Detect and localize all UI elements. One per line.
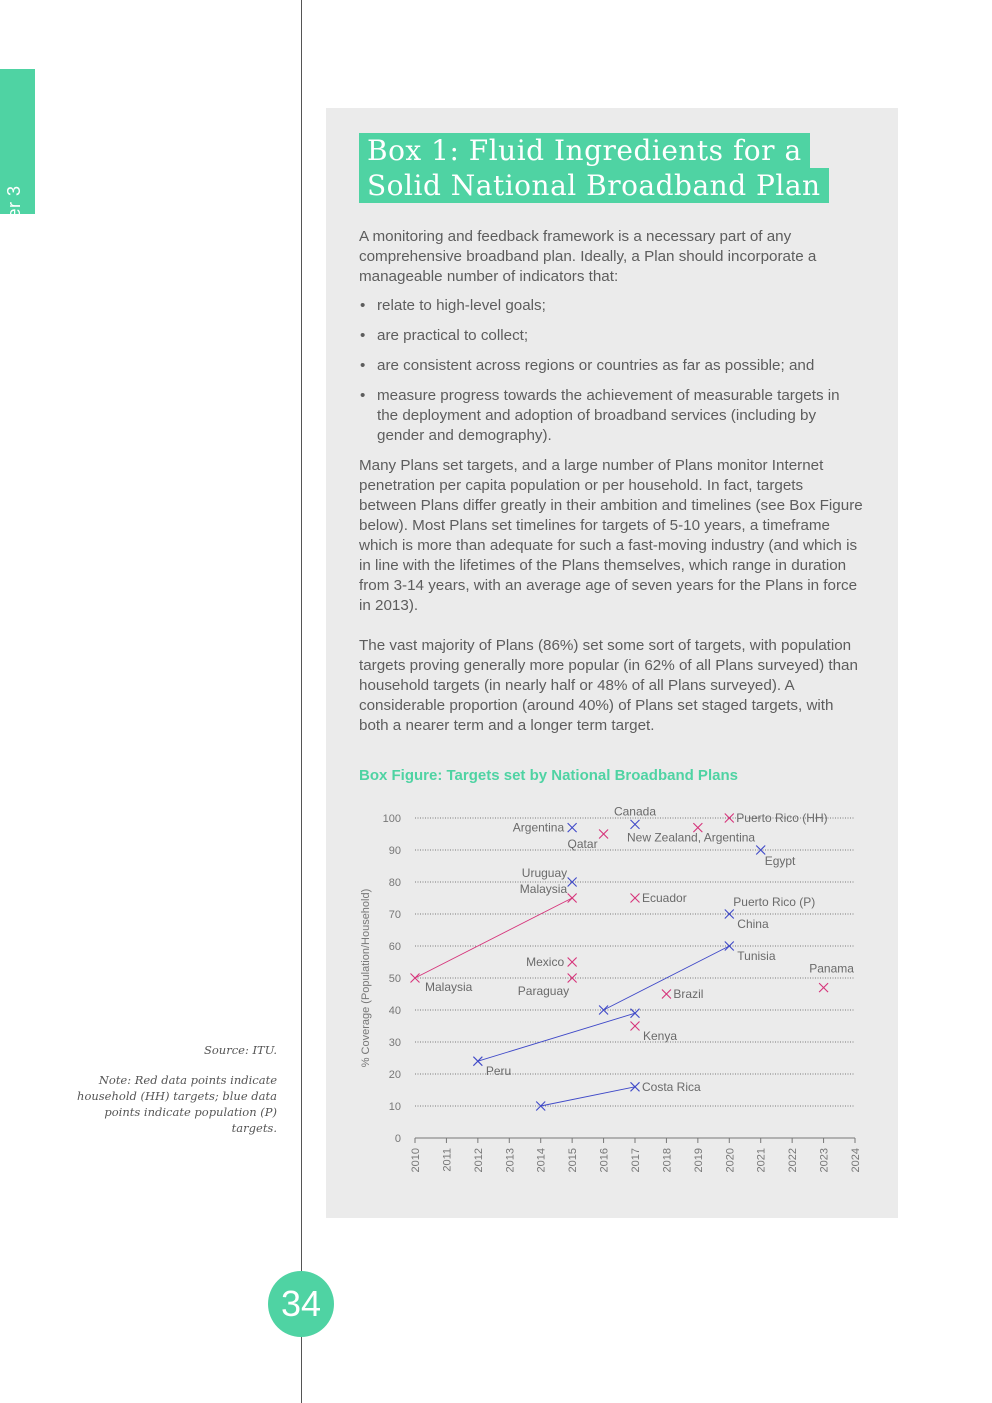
box-title-line1: Box 1: Fluid Ingredients for a — [359, 133, 810, 168]
color-note: Note: Red data points indicate household (HH) targets; blue data points indicate population (P) targets. — [77, 1073, 277, 1135]
series-line — [478, 1013, 635, 1061]
data-point — [631, 1082, 640, 1091]
data-point — [725, 814, 734, 823]
data-label: Malaysia — [425, 980, 473, 994]
x-tick-label: 2011 — [441, 1148, 454, 1172]
x-tick-label: 2021 — [755, 1148, 768, 1173]
data-label: China — [737, 917, 769, 931]
series-line — [541, 1087, 635, 1106]
data-label: Costa Rica — [642, 1079, 701, 1094]
data-point — [819, 983, 828, 992]
x-tick-label: 2019 — [692, 1148, 705, 1173]
data-label: Canada — [613, 804, 657, 819]
y-tick-label: 20 — [388, 1069, 401, 1081]
data-label: Puerto Rico (HH) — [736, 811, 828, 825]
x-tick-label: 2024 — [850, 1148, 862, 1173]
data-label: Paraguay — [517, 984, 570, 998]
data-label: Mexico — [526, 955, 565, 969]
x-tick-label: 2012 — [472, 1148, 485, 1173]
list-item: • are practical to collect; — [359, 326, 864, 346]
targets-chart — [355, 800, 870, 1185]
y-tick-label: 70 — [388, 909, 401, 921]
chapter-label: Chapter 3 — [4, 185, 24, 269]
list-item: • relate to high-level goals; — [359, 296, 864, 316]
y-tick-label: 90 — [388, 845, 401, 857]
list-item: • measure progress towards the achievement of measurable targets in the deployment and adoption of broadband services (including by gender and demography). — [359, 386, 864, 446]
y-tick-label: 100 — [382, 813, 401, 825]
data-point — [631, 1022, 640, 1031]
source-note: Source: ITU. — [204, 1043, 277, 1057]
x-tick-label: 2023 — [818, 1148, 831, 1173]
data-label: Uruguay — [521, 866, 568, 880]
data-point — [473, 1057, 482, 1066]
data-point — [725, 910, 734, 919]
data-label: Egypt — [764, 854, 796, 868]
x-tick-label: 2018 — [661, 1148, 674, 1173]
data-point — [725, 942, 734, 951]
data-label: Ecuador — [642, 891, 687, 905]
data-label: Brazil — [673, 987, 704, 1001]
data-label: Panama — [809, 961, 854, 976]
y-tick-label: 0 — [394, 1133, 401, 1145]
data-label: Malaysia — [519, 882, 568, 896]
data-label: Peru — [485, 1064, 512, 1079]
x-tick-label: 2016 — [598, 1148, 611, 1173]
chapter-tab — [0, 69, 35, 269]
indicator-list — [359, 296, 864, 456]
targets-paragraph: Many Plans set targets, and a large number of Plans monitor Internet penetration per capita population or per household. In fact, targets between Plans differ greatly in their ambition and timelines (see Box Figure below). Most Plans set timelines for targets of 5-10 years, a timeframe which is more than adequate for such a fast-moving industry (and which is in line with the lifetimes of the Plans themselves, which range in duration from 3-14 years, with an average age of seven years for the Plans in force in 2013). — [359, 457, 863, 614]
y-tick-label: 30 — [388, 1037, 401, 1049]
data-point — [568, 894, 577, 903]
y-tick-label: 60 — [388, 941, 401, 953]
box-title-line2: Solid National Broadband Plan — [359, 168, 829, 203]
data-point — [662, 990, 671, 999]
y-tick-label: 80 — [388, 877, 401, 889]
intro-paragraph: A monitoring and feedback framework is a necessary part of any comprehensive broadband plan. Ideally, a Plan should incorporate a manageable number of indicators that: — [359, 228, 817, 285]
data-point — [599, 830, 608, 839]
majority-paragraph: The vast majority of Plans (86%) set some sort of targets, with population targets proving generally more popular (in 62% of all Plans surveyed) than household targets (in nearly half or 48% of all Plans surveyed). A considerable proportion (around 40%) of Plans set staged targets, with both a nearer term and a longer term target. — [359, 637, 858, 734]
x-tick-label: 2020 — [724, 1148, 737, 1173]
y-tick-label: 10 — [388, 1101, 401, 1113]
data-label: Argentina — [512, 820, 565, 835]
data-label: Tunisia — [737, 949, 776, 963]
y-tick-label: 50 — [388, 973, 401, 985]
y-tick-label: 40 — [388, 1005, 401, 1017]
data-label: Puerto Rico (P) — [733, 895, 816, 909]
data-point — [568, 823, 577, 832]
x-tick-label: 2013 — [504, 1148, 517, 1173]
data-point — [631, 894, 640, 903]
x-tick-label: 2022 — [787, 1148, 800, 1173]
x-tick-label: 2014 — [535, 1148, 548, 1173]
data-label: New Zealand, Argentina — [627, 830, 756, 845]
x-tick-label: 2010 — [410, 1148, 422, 1173]
data-point — [631, 820, 640, 829]
x-tick-label: 2015 — [567, 1148, 580, 1173]
list-item: • are consistent across regions or countries as far as possible; and — [359, 356, 864, 376]
data-label: Qatar — [567, 837, 598, 851]
margin-rule — [301, 0, 302, 1403]
figure-title: Box Figure: Targets set by National Broadband Plans — [359, 767, 738, 784]
data-point — [568, 958, 577, 967]
data-label: Kenya — [643, 1029, 678, 1043]
x-tick-label: 2017 — [630, 1148, 642, 1173]
y-axis-label: % Coverage (Population/Household) — [360, 888, 372, 1068]
page-number: 34 — [268, 1271, 334, 1337]
